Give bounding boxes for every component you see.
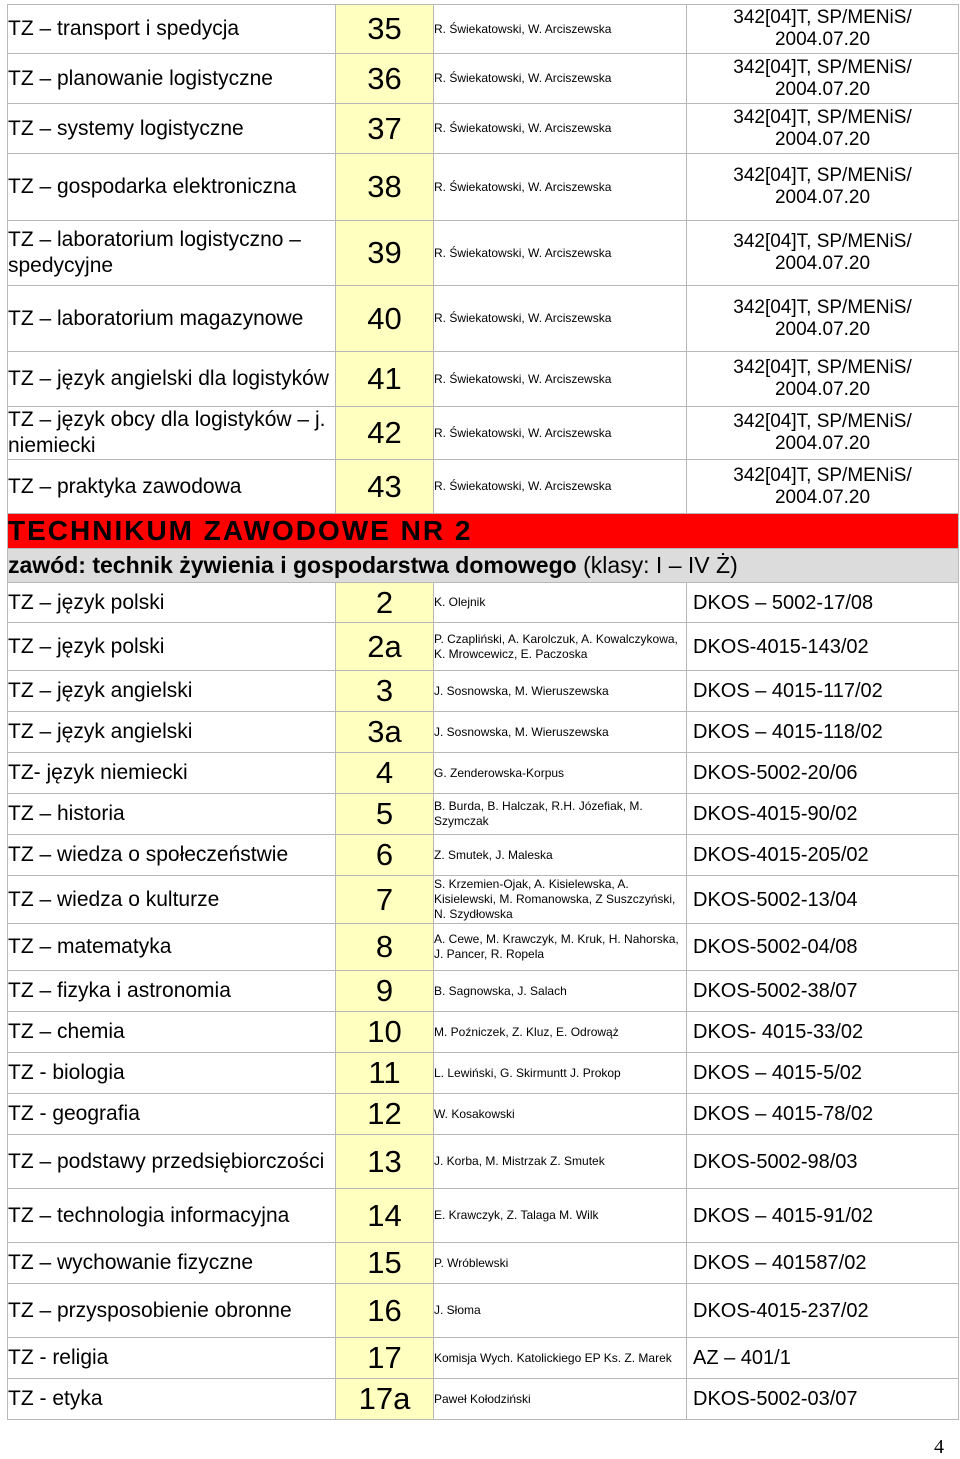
program-number: 36 <box>336 54 434 104</box>
subject-cell: TZ – wychowanie fizyczne <box>8 1243 336 1284</box>
table-row <box>8 671 959 712</box>
subject-cell: TZ – język obcy dla logistyków – j. niemiecki <box>8 407 336 460</box>
program-number: 5 <box>336 794 434 835</box>
profession-row <box>8 549 959 583</box>
approval-number: DKOS-4015-90/02 <box>687 794 959 835</box>
bottom-rows <box>8 583 959 1420</box>
subject-cell: TZ – język angielski <box>8 712 336 753</box>
approval-number: DKOS-4015-205/02 <box>687 835 959 876</box>
page-number: 4 <box>934 1436 944 1458</box>
program-number: 7 <box>336 876 434 924</box>
program-number: 43 <box>336 460 434 514</box>
subject-cell: TZ – fizyka i astronomia <box>8 971 336 1012</box>
authors-cell: R. Świekatowski, W. Arciszewska <box>434 352 687 407</box>
approval-number: 342[04]T, SP/MENiS/ 2004.07.20 <box>687 352 959 407</box>
approval-number: 342[04]T, SP/MENiS/ 2004.07.20 <box>687 221 959 286</box>
table-row <box>8 54 959 104</box>
subject-cell: TZ – systemy logistyczne <box>8 104 336 154</box>
authors-cell: E. Krawczyk, Z. Talaga M. Wilk <box>434 1189 687 1243</box>
authors-cell: L. Lewiński, G. Skirmuntt J. Prokop <box>434 1053 687 1094</box>
program-number: 9 <box>336 971 434 1012</box>
table-row <box>8 1338 959 1379</box>
subject-cell: TZ – język polski <box>8 583 336 623</box>
authors-cell: R. Świekatowski, W. Arciszewska <box>434 104 687 154</box>
approval-number: DKOS – 4015-91/02 <box>687 1189 959 1243</box>
subject-cell: TZ - geografia <box>8 1094 336 1135</box>
program-number: 16 <box>336 1284 434 1338</box>
authors-cell: J. Sosnowska, M. Wieruszewska <box>434 712 687 753</box>
program-number: 4 <box>336 753 434 794</box>
table-row <box>8 583 959 623</box>
authors-cell: R. Świekatowski, W. Arciszewska <box>434 221 687 286</box>
authors-cell: Z. Smutek, J. Maleska <box>434 835 687 876</box>
program-number: 13 <box>336 1135 434 1189</box>
authors-cell: R. Świekatowski, W. Arciszewska <box>434 407 687 460</box>
profession-classes: (klasy: I – IV Ż) <box>583 552 738 578</box>
authors-cell: R. Świekatowski, W. Arciszewska <box>434 286 687 352</box>
authors-cell: J. Sosnowska, M. Wieruszewska <box>434 671 687 712</box>
subject-cell: TZ – laboratorium logistyczno – spedycyjne <box>8 221 336 286</box>
table-row <box>8 924 959 971</box>
table-row <box>8 221 959 286</box>
subject-cell: TZ – podstawy przedsiębiorczości <box>8 1135 336 1189</box>
table-row <box>8 1284 959 1338</box>
authors-cell: B. Sagnowska, J. Salach <box>434 971 687 1012</box>
program-number: 17 <box>336 1338 434 1379</box>
subject-cell: TZ - biologia <box>8 1053 336 1094</box>
table-row <box>8 1135 959 1189</box>
program-number: 6 <box>336 835 434 876</box>
top-rows <box>8 5 959 514</box>
subject-cell: TZ – historia <box>8 794 336 835</box>
program-number: 10 <box>336 1012 434 1053</box>
table-row <box>8 1379 959 1420</box>
approval-number: DKOS – 4015-5/02 <box>687 1053 959 1094</box>
authors-cell: Paweł Kołodziński <box>434 1379 687 1420</box>
authors-cell: S. Krzemien-Ojak, A. Kisielewska, A. Kisielewski, M. Romanowska, Z Suszczyński, N. Szydłowska <box>434 876 687 924</box>
program-number: 2a <box>336 623 434 671</box>
subject-cell: TZ – transport i spedycja <box>8 5 336 54</box>
table-row <box>8 104 959 154</box>
program-number: 41 <box>336 352 434 407</box>
authors-cell: Komisja Wych. Katolickiego EP Ks. Z. Marek <box>434 1338 687 1379</box>
profession-label: zawód: technik żywienia i gospodarstwa domowego <box>8 552 577 578</box>
program-number: 42 <box>336 407 434 460</box>
table-row <box>8 1053 959 1094</box>
authors-cell: W. Kosakowski <box>434 1094 687 1135</box>
approval-number: 342[04]T, SP/MENiS/ 2004.07.20 <box>687 460 959 514</box>
table-row <box>8 623 959 671</box>
authors-cell: K. Olejnik <box>434 583 687 623</box>
subject-cell: TZ – język angielski <box>8 671 336 712</box>
table-row <box>8 352 959 407</box>
table-row <box>8 1094 959 1135</box>
approval-number: DKOS – 5002-17/08 <box>687 583 959 623</box>
program-number: 37 <box>336 104 434 154</box>
subject-cell: TZ – wiedza o kulturze <box>8 876 336 924</box>
table-row <box>8 1243 959 1284</box>
program-number: 40 <box>336 286 434 352</box>
program-number: 35 <box>336 5 434 54</box>
table-row <box>8 407 959 460</box>
table-row <box>8 5 959 54</box>
curriculum-table <box>7 4 959 1420</box>
subject-cell: TZ – przysposobienie obronne <box>8 1284 336 1338</box>
authors-cell: R. Świekatowski, W. Arciszewska <box>434 5 687 54</box>
authors-cell: R. Świekatowski, W. Arciszewska <box>434 154 687 221</box>
table-row <box>8 753 959 794</box>
table-row <box>8 154 959 221</box>
approval-number: DKOS – 4015-117/02 <box>687 671 959 712</box>
program-number: 12 <box>336 1094 434 1135</box>
approval-number: AZ – 401/1 <box>687 1338 959 1379</box>
table-row <box>8 835 959 876</box>
program-number: 3a <box>336 712 434 753</box>
authors-cell: M. Poźniczek, Z. Kluz, E. Odrowąż <box>434 1012 687 1053</box>
table-row <box>8 286 959 352</box>
approval-number: DKOS-4015-237/02 <box>687 1284 959 1338</box>
approval-number: DKOS – 401587/02 <box>687 1243 959 1284</box>
authors-cell: P. Czapliński, A. Karolczuk, A. Kowalczykowa, K. Mrowcewicz, E. Paczoska <box>434 623 687 671</box>
approval-number: 342[04]T, SP/MENiS/ 2004.07.20 <box>687 104 959 154</box>
program-number: 39 <box>336 221 434 286</box>
program-number: 11 <box>336 1053 434 1094</box>
program-number: 2 <box>336 583 434 623</box>
subject-cell: TZ - etyka <box>8 1379 336 1420</box>
program-number: 17a <box>336 1379 434 1420</box>
table-row <box>8 971 959 1012</box>
table-row <box>8 712 959 753</box>
profession-line <box>8 549 959 583</box>
subject-cell: TZ – praktyka zawodowa <box>8 460 336 514</box>
table-row <box>8 876 959 924</box>
approval-number: DKOS – 4015-78/02 <box>687 1094 959 1135</box>
approval-number: DKOS-5002-38/07 <box>687 971 959 1012</box>
authors-cell: J. Słoma <box>434 1284 687 1338</box>
approval-number: DKOS-5002-13/04 <box>687 876 959 924</box>
program-number: 3 <box>336 671 434 712</box>
authors-cell: R. Świekatowski, W. Arciszewska <box>434 460 687 514</box>
subject-cell: TZ – matematyka <box>8 924 336 971</box>
subject-cell: TZ - religia <box>8 1338 336 1379</box>
program-number: 15 <box>336 1243 434 1284</box>
approval-number: 342[04]T, SP/MENiS/ 2004.07.20 <box>687 154 959 221</box>
section-header <box>8 514 959 583</box>
section-row <box>8 514 959 549</box>
subject-cell: TZ – technologia informacyjna <box>8 1189 336 1243</box>
table-row <box>8 460 959 514</box>
approval-number: 342[04]T, SP/MENiS/ 2004.07.20 <box>687 286 959 352</box>
table-row <box>8 1012 959 1053</box>
authors-cell: J. Korba, M. Mistrzak Z. Smutek <box>434 1135 687 1189</box>
authors-cell: R. Świekatowski, W. Arciszewska <box>434 54 687 104</box>
approval-number: DKOS-5002-03/07 <box>687 1379 959 1420</box>
table-row <box>8 1189 959 1243</box>
approval-number: DKOS – 4015-118/02 <box>687 712 959 753</box>
subject-cell: TZ – gospodarka elektroniczna <box>8 154 336 221</box>
program-number: 14 <box>336 1189 434 1243</box>
subject-cell: TZ – wiedza o społeczeństwie <box>8 835 336 876</box>
section-title: TECHNIKUM ZAWODOWE NR 2 <box>8 514 959 549</box>
table-row <box>8 794 959 835</box>
approval-number: DKOS-5002-98/03 <box>687 1135 959 1189</box>
authors-cell: G. Zenderowska-Korpus <box>434 753 687 794</box>
approval-number: 342[04]T, SP/MENiS/ 2004.07.20 <box>687 54 959 104</box>
approval-number: 342[04]T, SP/MENiS/ 2004.07.20 <box>687 5 959 54</box>
subject-cell: TZ – język polski <box>8 623 336 671</box>
subject-cell: TZ- język niemiecki <box>8 753 336 794</box>
subject-cell: TZ – język angielski dla logistyków <box>8 352 336 407</box>
subject-cell: TZ – laboratorium magazynowe <box>8 286 336 352</box>
approval-number: DKOS-5002-20/06 <box>687 753 959 794</box>
approval-number: DKOS-5002-04/08 <box>687 924 959 971</box>
program-number: 38 <box>336 154 434 221</box>
authors-cell: A. Cewe, M. Krawczyk, M. Kruk, H. Nahorska, J. Pancer, R. Ropela <box>434 924 687 971</box>
program-number: 8 <box>336 924 434 971</box>
subject-cell: TZ – planowanie logistyczne <box>8 54 336 104</box>
approval-number: DKOS-4015-143/02 <box>687 623 959 671</box>
approval-number: DKOS- 4015-33/02 <box>687 1012 959 1053</box>
authors-cell: B. Burda, B. Halczak, R.H. Józefiak, M. Szymczak <box>434 794 687 835</box>
authors-cell: P. Wróblewski <box>434 1243 687 1284</box>
approval-number: 342[04]T, SP/MENiS/ 2004.07.20 <box>687 407 959 460</box>
subject-cell: TZ – chemia <box>8 1012 336 1053</box>
